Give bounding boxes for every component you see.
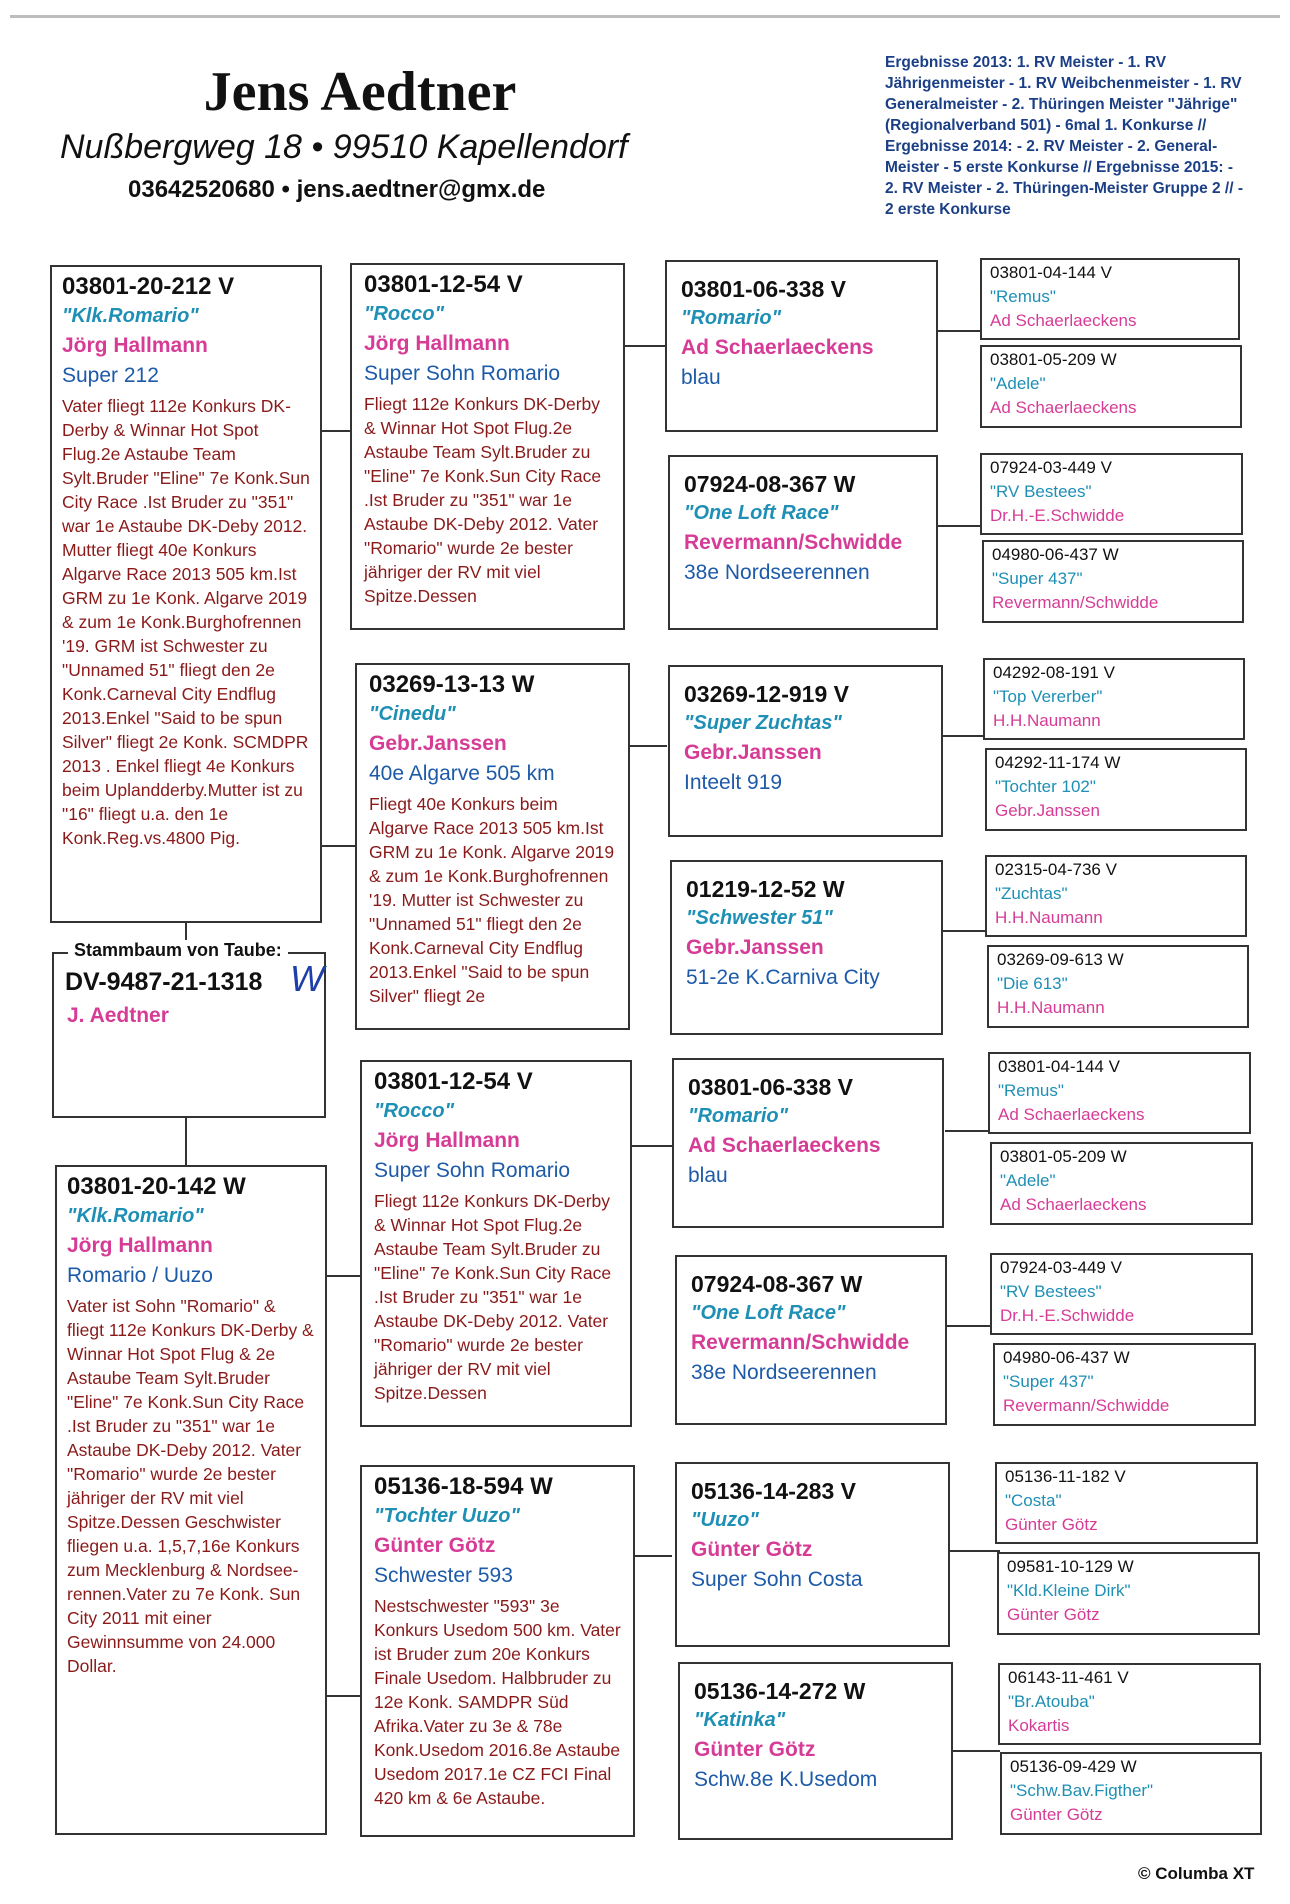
great-grandparent-box bbox=[670, 860, 943, 1035]
gen4-box bbox=[995, 1462, 1258, 1544]
subject-owner: J. Aedtner bbox=[67, 1004, 169, 1027]
grandparent-breeder: Jörg Hallmann bbox=[364, 332, 510, 355]
grandparent-name: "Rocco" bbox=[364, 303, 445, 325]
gen4-breeder: H.H.Naumann bbox=[993, 711, 1101, 730]
grandparent-ring: 03269-13-13 W bbox=[369, 671, 535, 698]
great-grandparent-ring: 05136-14-283 V bbox=[691, 1478, 856, 1504]
owner-name: Jens Aedtner bbox=[203, 61, 517, 123]
gen4-ring: 03801-04-144 V bbox=[998, 1057, 1120, 1076]
connector bbox=[320, 845, 355, 847]
connector bbox=[185, 1118, 187, 1166]
sire-name: "Klk.Romario" bbox=[62, 305, 199, 327]
connector bbox=[935, 330, 985, 332]
gen4-name: "RV Bestees" bbox=[1000, 1282, 1102, 1301]
gen4-box bbox=[982, 540, 1244, 623]
gen4-name: "Die 613" bbox=[997, 974, 1068, 993]
grandparent-box bbox=[355, 663, 630, 1030]
gen4-ring: 07924-03-449 V bbox=[1000, 1258, 1122, 1277]
grandparent-name: "Tochter Uuzo" bbox=[374, 1505, 520, 1527]
gen4-ring: 04292-11-174 W bbox=[995, 753, 1121, 772]
grandparent-ring: 03801-12-54 V bbox=[374, 1068, 533, 1095]
connector bbox=[945, 1325, 995, 1327]
great-grandparent-ring: 03801-06-338 V bbox=[688, 1074, 853, 1100]
gen4-breeder: Günter Götz bbox=[1005, 1515, 1098, 1534]
gen4-name: "Remus" bbox=[990, 287, 1056, 306]
grandparent-info: Schwester 593 bbox=[374, 1564, 513, 1587]
gen4-box bbox=[980, 258, 1240, 340]
owner-address: Nußbergweg 18 • 99510 Kapellendorf bbox=[60, 128, 628, 166]
gen4-breeder: Günter Götz bbox=[1010, 1805, 1103, 1824]
great-grandparent-breeder: Revermann/Schwidde bbox=[691, 1331, 910, 1354]
gen4-breeder: Ad Schaerlaeckens bbox=[1000, 1195, 1147, 1214]
dam-breeder: Jörg Hallmann bbox=[67, 1234, 213, 1257]
great-grandparent-ring: 05136-14-272 W bbox=[694, 1678, 866, 1704]
great-grandparent-breeder: Günter Götz bbox=[691, 1538, 813, 1561]
gen4-name: "Super 437" bbox=[992, 569, 1083, 588]
gen4-ring: 06143-11-461 V bbox=[1008, 1668, 1129, 1687]
dam-name: "Klk.Romario" bbox=[67, 1205, 204, 1227]
great-grandparent-info: 38e Nordseerennen bbox=[684, 561, 870, 584]
gen4-ring: 03801-05-209 W bbox=[990, 350, 1117, 369]
great-grandparent-box bbox=[668, 665, 943, 837]
grandparent-description: Nestschwester "593" 3e Konkurs Usedom 500 km. Vater ist Bruder zum 20e Konkurs Finale Usedom. Halbbruder zu 12e Konk. SAMDPR Süd Afrika.Vater zu 3e & 78e Konk.Usedom 2016.8e Astaube Usedom 2017.1e CZ FCI Final 420 km & 6e Astaube. bbox=[374, 1596, 621, 1808]
gen4-box bbox=[980, 345, 1242, 428]
great-grandparent-name: "One Loft Race" bbox=[691, 1302, 846, 1324]
gen4-breeder: H.H.Naumann bbox=[995, 908, 1103, 927]
sire-ring: 03801-20-212 V bbox=[62, 273, 235, 300]
connector bbox=[625, 345, 667, 347]
gen4-name: "Kld.Kleine Dirk" bbox=[1007, 1581, 1131, 1600]
gen4-breeder: Revermann/Schwidde bbox=[1003, 1396, 1170, 1415]
great-grandparent-box bbox=[668, 455, 938, 630]
great-grandparent-box bbox=[672, 1058, 944, 1228]
dam-ring: 03801-20-142 W bbox=[67, 1173, 246, 1200]
gen4-ring: 04980-06-437 W bbox=[992, 545, 1119, 564]
great-grandparent-name: "One Loft Race" bbox=[684, 502, 839, 524]
gen4-name: "Costa" bbox=[1005, 1491, 1062, 1510]
subject-sex-mark: W bbox=[290, 958, 324, 999]
gen4-box bbox=[997, 1552, 1260, 1635]
great-grandparent-info: Super Sohn Costa bbox=[691, 1568, 863, 1591]
grandparent-breeder: Günter Götz bbox=[374, 1534, 496, 1557]
gen4-name: "Super 437" bbox=[1003, 1372, 1094, 1391]
top-rule bbox=[10, 15, 1280, 18]
great-grandparent-info: 38e Nordseerennen bbox=[691, 1361, 877, 1384]
grandparent-info: Super Sohn Romario bbox=[364, 362, 561, 385]
great-grandparent-name: "Uuzo" bbox=[691, 1509, 759, 1531]
gen4-ring: 07924-03-449 V bbox=[990, 458, 1112, 477]
grandparent-ring: 05136-18-594 W bbox=[374, 1473, 553, 1500]
connector bbox=[625, 745, 667, 747]
great-grandparent-info: 51-2e K.Carniva City bbox=[686, 966, 880, 989]
gen4-ring: 09581-10-129 W bbox=[1007, 1557, 1134, 1576]
grandparent-ring: 03801-12-54 V bbox=[364, 271, 523, 298]
grandparent-box bbox=[360, 1060, 632, 1427]
gen4-ring: 05136-11-182 V bbox=[1005, 1467, 1126, 1486]
gen4-box bbox=[990, 1253, 1253, 1335]
grandparent-description: Fliegt 112e Konkurs DK-Derby & Winnar Hot Spot Flug.2e Astaube Team Sylt.Bruder zu "Eline" 7e Konk.Sun City Race .Ist Bruder zu "351" war 1e Astaube DK-Deby 2012. Vater "Romario" wurde 2e bester jähriger der RV mit viel Spitze.Dessen bbox=[374, 1191, 612, 1403]
gen4-box bbox=[987, 945, 1249, 1028]
gen4-ring: 03801-04-144 V bbox=[990, 263, 1112, 282]
great-grandparent-ring: 03269-12-919 V bbox=[684, 681, 849, 707]
great-grandparent-breeder: Revermann/Schwidde bbox=[684, 531, 903, 554]
great-grandparent-box bbox=[675, 1255, 947, 1425]
owner-contact: 03642520680 • jens.aedtner@gmx.de bbox=[128, 176, 546, 203]
gen4-name: "Schw.Bav.Figther" bbox=[1010, 1781, 1154, 1800]
gen4-breeder: Gebr.Janssen bbox=[995, 801, 1100, 820]
sire-info: Super 212 bbox=[62, 364, 159, 387]
great-grandparent-info: Schw.8e K.Usedom bbox=[694, 1768, 878, 1791]
great-grandparent-name: "Super Zuchtas" bbox=[684, 712, 842, 734]
subject-ring: DV-9487-21-1318 bbox=[65, 968, 263, 996]
gen4-breeder: Ad Schaerlaeckens bbox=[998, 1105, 1145, 1124]
gen4-ring: 02315-04-736 V bbox=[995, 860, 1117, 879]
gen4-box bbox=[985, 748, 1247, 831]
gen4-breeder: Günter Götz bbox=[1007, 1605, 1100, 1624]
great-grandparent-ring: 03801-06-338 V bbox=[681, 276, 846, 302]
great-grandparent-ring: 07924-08-367 W bbox=[691, 1271, 863, 1297]
great-grandparent-ring: 07924-08-367 W bbox=[684, 471, 856, 497]
connector bbox=[940, 930, 990, 932]
sire-description: Vater fliegt 112e Konkurs DK-Derby & Winnar Hot Spot Flug.2e Astaube Team Sylt.Bruder "Eline" 7e Konk.Sun City Race .Ist Bruder zu "351" war 1e Astaube DK-Deby 2012. Mutter fliegt 40e Konkurs Algarve Race 2013 505 km.Ist GRM zu 1e Konk. Algarve 2019 & zum 1e Konk.Burghofrennen '19. GRM ist Schwester zu "Unnamed 51" fliegt den 2e Konk.Carneval City Endflug 2013.Enkel "Said to be spun Silver" fliegt 2e Konk. SCMDPR 2013 . Enkel fliegt 4e Konkurs beim Uplandderby.Mutter ist zu "16" fliegt u.a. den 1e Konk.Reg.vs.4800 Pig. bbox=[62, 396, 310, 848]
gen4-box bbox=[998, 1663, 1261, 1745]
grandparent-box bbox=[350, 263, 625, 630]
gen4-name: "Top Vererber" bbox=[993, 687, 1103, 706]
connector bbox=[935, 525, 985, 527]
great-grandparent-breeder: Ad Schaerlaeckens bbox=[688, 1134, 881, 1157]
grandparent-breeder: Gebr.Janssen bbox=[369, 732, 507, 755]
great-grandparent-info: blau bbox=[681, 366, 721, 389]
great-grandparent-breeder: Gebr.Janssen bbox=[686, 936, 824, 959]
great-grandparent-info: Inteelt 919 bbox=[684, 771, 783, 794]
grandparent-breeder: Jörg Hallmann bbox=[374, 1129, 520, 1152]
gen4-box bbox=[993, 1343, 1256, 1426]
dam-info: Romario / Uuzo bbox=[67, 1264, 213, 1287]
grandparent-description: Fliegt 112e Konkurs DK-Derby & Winnar Hot Spot Flug.2e Astaube Team Sylt.Bruder zu "Eline" 7e Konk.Sun City Race .Ist Bruder zu "351" war 1e Astaube DK-Deby 2012. Vater "Romario" wurde 2e bester jähriger der RV mit viel Spitze.Dessen bbox=[364, 394, 602, 606]
connector bbox=[630, 1145, 672, 1147]
great-grandparent-breeder: Ad Schaerlaeckens bbox=[681, 336, 874, 359]
sire-box bbox=[50, 265, 322, 923]
connector bbox=[950, 1750, 1000, 1752]
great-grandparent-ring: 01219-12-52 W bbox=[686, 876, 845, 902]
gen4-box bbox=[988, 1052, 1251, 1134]
grandparent-name: "Cinedu" bbox=[369, 703, 456, 725]
great-grandparent-name: "Katinka" bbox=[694, 1709, 786, 1731]
grandparent-info: Super Sohn Romario bbox=[374, 1159, 571, 1182]
gen4-name: "Remus" bbox=[998, 1081, 1064, 1100]
great-grandparent-name: "Romario" bbox=[688, 1105, 789, 1127]
gen4-breeder: H.H.Naumann bbox=[997, 998, 1105, 1017]
great-grandparent-name: "Schwester 51" bbox=[686, 907, 833, 929]
gen4-ring: 03269-09-613 W bbox=[997, 950, 1124, 969]
great-grandparent-box bbox=[678, 1662, 953, 1840]
gen4-name: "Adele" bbox=[990, 374, 1046, 393]
grandparent-box bbox=[360, 1465, 635, 1837]
great-grandparent-breeder: Gebr.Janssen bbox=[684, 741, 822, 764]
copyright-notice: © Columba XT bbox=[1138, 1864, 1255, 1883]
gen4-ring: 04980-06-437 W bbox=[1003, 1348, 1130, 1367]
gen4-ring: 03801-05-209 W bbox=[1000, 1147, 1127, 1166]
dam-box bbox=[55, 1165, 327, 1835]
grandparent-name: "Rocco" bbox=[374, 1100, 455, 1122]
great-grandparent-box bbox=[665, 260, 938, 432]
gen4-name: "Adele" bbox=[1000, 1171, 1056, 1190]
gen4-box bbox=[1000, 1752, 1262, 1835]
results-summary: Ergebnisse 2013: 1. RV Meister - 1. RV Jährigenmeister - 1. RV Weibchenmeister - 1. RV Generalmeister - 2. Thüringen Meister "Jährige" (Regionalverband 501) - 6mal 1. Konkurse // Ergebnisse 2014: - 2. RV Meister - 2. General-Meister - 5 erste Konkurse // Ergebnisse 2015: - 2. RV Meister - 2. Thüringen-Meister Gruppe 2 // - 2 erste Konkurse bbox=[885, 54, 1244, 218]
great-grandparent-box bbox=[675, 1462, 950, 1647]
great-grandparent-breeder: Günter Götz bbox=[694, 1738, 816, 1761]
connector bbox=[950, 1550, 1000, 1552]
gen4-breeder: Ad Schaerlaeckens bbox=[990, 311, 1137, 330]
gen4-breeder: Dr.H.-E.Schwidde bbox=[990, 506, 1125, 525]
great-grandparent-name: "Romario" bbox=[681, 307, 782, 329]
sire-breeder: Jörg Hallmann bbox=[62, 334, 208, 357]
gen4-breeder: Dr.H.-E.Schwidde bbox=[1000, 1306, 1135, 1325]
dam-description: Vater ist Sohn "Romario" & fliegt 112e Konkurs DK-Derby & Winnar Hot Spot Flug & 2e Astaube Team Sylt.Bruder "Eline" 7e Konk.Sun City Race .Ist Bruder zu "351" war 1e Astaube DK-Deby 2012. Vater "Romario" wurde 2e bester jähriger der RV mit viel Spitze.Dessen Geschwister fliegen u.a. 1,5,7,16e Konkurs zum Mecklenburg & Nordsee-rennen.Vater zu 7e Konk. Sun City 2011 mit einer Gewinnsumme von 24.000 Dollar. bbox=[67, 1296, 314, 1676]
subject-label: Stammbaum von Taube: bbox=[68, 940, 288, 961]
gen4-breeder: Kokartis bbox=[1008, 1716, 1070, 1735]
gen4-breeder: Revermann/Schwidde bbox=[992, 593, 1159, 612]
gen4-ring: 05136-09-429 W bbox=[1010, 1757, 1137, 1776]
gen4-box bbox=[983, 658, 1245, 740]
gen4-breeder: Ad Schaerlaeckens bbox=[990, 398, 1137, 417]
gen4-ring: 04292-08-191 V bbox=[993, 663, 1115, 682]
gen4-name: "Tochter 102" bbox=[995, 777, 1096, 796]
gen4-box bbox=[985, 855, 1247, 937]
gen4-box bbox=[980, 453, 1243, 535]
gen4-name: "Zuchtas" bbox=[995, 884, 1068, 903]
connector bbox=[630, 1555, 672, 1557]
great-grandparent-info: blau bbox=[688, 1164, 728, 1187]
gen4-box bbox=[990, 1142, 1253, 1225]
gen4-name: "Br.Atouba" bbox=[1008, 1692, 1095, 1711]
grandparent-description: Fliegt 40e Konkurs beim Algarve Race 2013 505 km.Ist GRM zu 1e Konk. Algarve 2019 & zum 1e Konk.Burghofrennen '19. Mutter ist Schwester zu "Unnamed 51" fliegt den 2e Konk.Carneval City Endflug 2013.Enkel "Said to be spun Silver" fliegt 2e bbox=[369, 794, 615, 1006]
gen4-name: "RV Bestees" bbox=[990, 482, 1092, 501]
grandparent-info: 40e Algarve 505 km bbox=[369, 762, 555, 785]
